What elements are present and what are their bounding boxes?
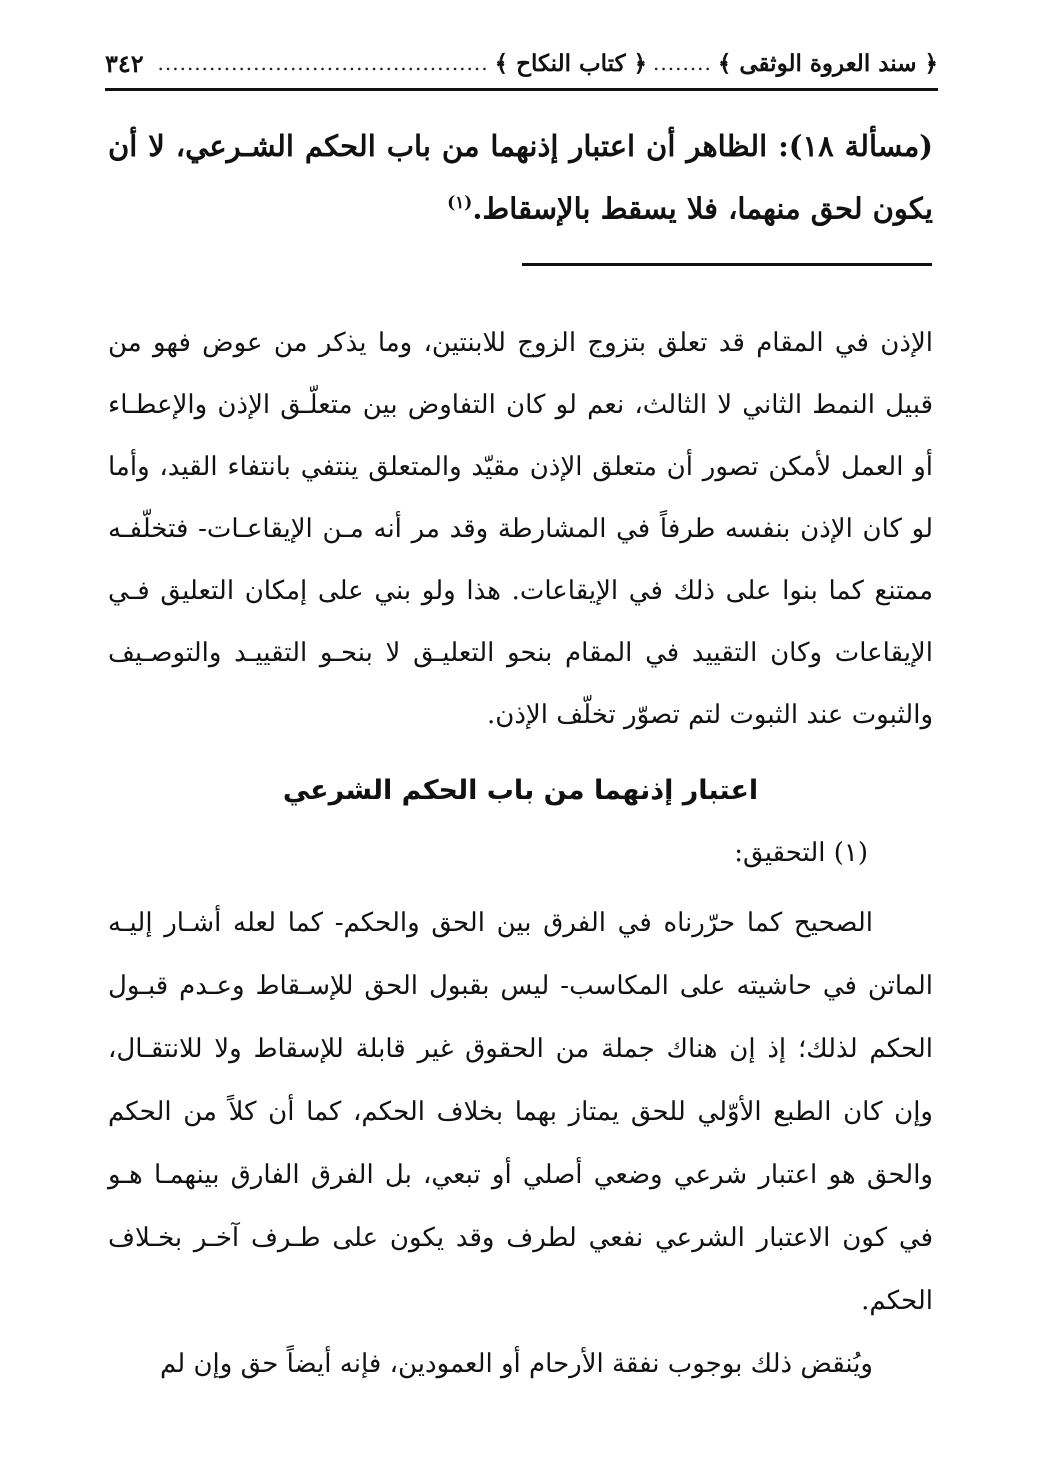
header-dot-leader: ............................................. <box>157 51 489 75</box>
footnote-paragraph: الصحيح كما حرّرناه في الفرق بين الحق والحكم- كما لعله أشـار إليـه الماتن في حاشيته على المكاسب- ليس بقبول الحق للإسـقاط وعـدم قبـول الحكم لذلك؛ إذ إن هناك جملة من الحقوق غير قابلة للإسقاط ولا للانتقـال، وإن كان الطبع الأوّلي للحق يمتاز بهما بخلاف الحكم، كما أن كلاً من الحكم والحق هو اعتبار شرعي وضعي أصلي أو تبعي، بل الفرق الفارق بينهمـا هـو في كون الاعتبار الشرعي نفعي لطرف وقد يكون على طـرف آخـر بخـلاف الحكم. <box>108 908 933 1316</box>
footnote-paragraph: ويُنقض ذلك بوجوب نفقة الأرحام أو العمودين، فإنه أيضاً حق وإن لم <box>159 1349 873 1379</box>
header-dot-leader: ........ <box>653 51 712 75</box>
section-heading: اعتبار إذنهما من باب الحكم الشرعي <box>282 775 759 806</box>
body-paragraph: الإذن في المقام قد تعلق بتزوج الزوج للابنتين، وما يذكر من عوض فهو من قبيل النمط الثاني لا الثالث، نعم لو كان التفاوض بين متعلّـق الإذن والإعطـاء أو العمل لأمكن تصور أن متعلق الإذن مقيّد والمتعلق ينتفي بانتفاء القيد، وأما لو كان الإذن بنفسه طرفاً في المشارطة وقد مر أنه مـن الإيقاعـات- فتخلّفـه ممتنع كما بنوا على ذلك في الإيقاعات. هذا ولو بني على إمكان التعليق فـي الإيقاعات وكان التقييد في المقام بنحو التعليـق لا بنحـو التقييـد والتوصـيف والثبوت عند الثبوت لتم تصوّر تخلّف الإذن. <box>108 328 933 730</box>
header-chapter-title: ﴿ كتاب النكاح ﴾ <box>494 49 648 77</box>
section-divider <box>522 263 932 266</box>
masala-statement <box>108 118 933 238</box>
footnote-body <box>108 892 933 1396</box>
header-rule <box>105 88 938 91</box>
footnote-label: (١) التحقيق: <box>734 838 868 868</box>
running-header <box>105 38 938 88</box>
masala-text: (مسألة ١٨): الظاهر أن اعتبار إذنهما من باب الحكم الشـرعي، لا أن يكون لحق منهما، فلا يسقط بالإسقاط. <box>108 129 933 226</box>
header-book-title: ﴿ سند العروة الوثقى ﴾ <box>717 49 938 77</box>
footnote-ref: (١) <box>447 193 473 213</box>
page-number: ٣٤٢ <box>105 48 144 78</box>
